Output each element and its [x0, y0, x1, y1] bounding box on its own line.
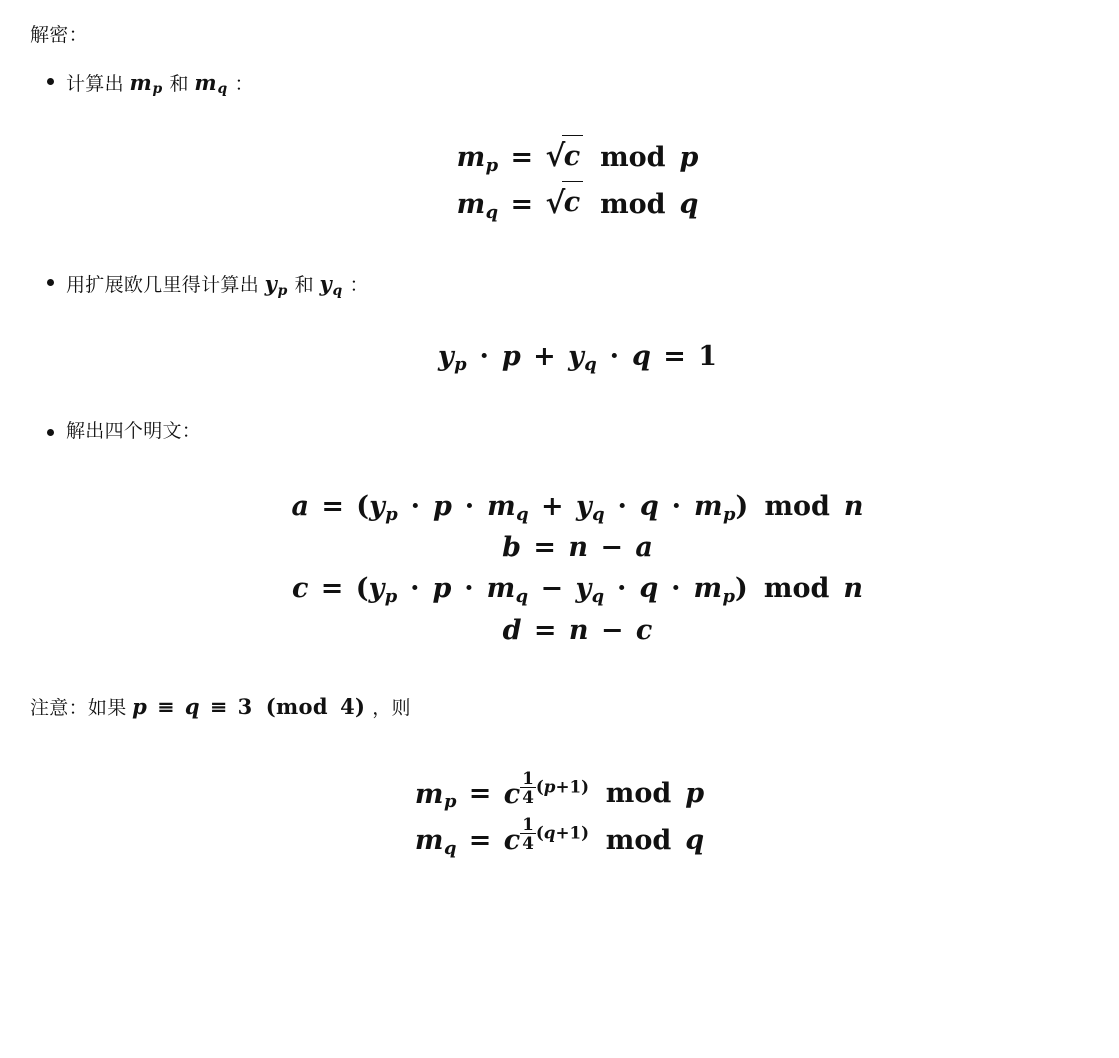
sym-four: 4 — [340, 694, 355, 720]
sym-rparen: ) — [581, 822, 590, 843]
sym-equals: = — [510, 142, 534, 174]
equation-mq-sqrt — [66, 181, 1089, 228]
sqrt-c — [545, 134, 586, 181]
sym-q: q — [543, 822, 556, 843]
sym-p-sub: p — [722, 585, 735, 607]
step-2-label-prefix: 用扩展欧几里得计算出 — [66, 274, 260, 296]
fraction-numerator: 1 — [522, 767, 534, 788]
equation-b — [66, 528, 1089, 569]
equation-block-3 — [66, 487, 1089, 651]
sym-q: q — [679, 189, 699, 221]
sym-cdot: · — [410, 490, 421, 522]
sym-mod: mod — [600, 189, 666, 221]
sym-rparen: ) — [581, 775, 590, 796]
sym-b: b — [502, 532, 522, 564]
sym-y: y — [368, 572, 385, 604]
sym-m: m — [129, 69, 153, 95]
sym-n: n — [568, 614, 589, 646]
sym-q: q — [639, 572, 659, 604]
sym-m: m — [487, 490, 516, 522]
sym-mod: mod — [605, 824, 672, 856]
sym-q-sub: q — [584, 353, 597, 375]
exponent-p — [520, 767, 590, 807]
step-item-3 — [30, 418, 1089, 651]
sym-plus: + — [540, 490, 564, 522]
sym-rparen: ) — [735, 490, 749, 522]
sym-p-sub: p — [384, 585, 398, 607]
sym-c: c — [563, 140, 581, 172]
sym-m: m — [693, 490, 723, 522]
sym-m: m — [456, 189, 486, 221]
radical-sign: √ — [545, 186, 566, 222]
fraction-numerator: 1 — [522, 813, 534, 834]
sym-y: y — [369, 490, 385, 522]
sym-one: 1 — [569, 775, 582, 796]
sym-q-sub: q — [485, 202, 499, 223]
sym-p-sub: p — [385, 503, 398, 525]
sym-y: y — [264, 270, 278, 296]
sym-q-sub: q — [443, 837, 457, 859]
sym-mod: mod — [764, 490, 830, 522]
sym-p: p — [679, 142, 699, 174]
sqrt-c — [545, 181, 586, 228]
sym-q-sub: q — [515, 585, 529, 607]
sym-m: m — [414, 778, 444, 810]
section-heading: 解密： — [30, 25, 88, 46]
sym-cdot: · — [609, 340, 620, 372]
sym-n: n — [843, 490, 864, 522]
sym-q-sub: q — [516, 503, 529, 525]
step-2-label-mid: 和 — [294, 274, 314, 296]
note-paragraph — [30, 691, 1089, 724]
equation-block-2 — [66, 336, 1089, 379]
sym-q-sub: q — [591, 585, 605, 607]
sym-mod: mod — [763, 572, 830, 604]
equation-bezout — [66, 336, 1089, 379]
sym-cdot: · — [617, 490, 627, 522]
equation-mp-power — [30, 767, 1089, 816]
sym-lparen: ( — [356, 490, 370, 522]
sym-q: q — [639, 490, 659, 522]
sym-q-sub: q — [332, 282, 343, 299]
sym-c: c — [563, 187, 581, 219]
sym-m: m — [414, 824, 444, 856]
sym-n: n — [843, 572, 864, 604]
step-1-label-suffix: ： — [234, 73, 254, 95]
sym-cdot: · — [464, 490, 475, 522]
step-item-2 — [30, 268, 1089, 378]
sym-p-sub: p — [152, 81, 163, 98]
sym-equals: = — [321, 490, 344, 522]
sym-lparen: ( — [265, 694, 277, 720]
sym-p: p — [501, 340, 521, 372]
sym-one: 1 — [569, 822, 582, 843]
sym-plus: + — [555, 775, 570, 796]
sym-minus: − — [600, 614, 624, 646]
exponent-q — [520, 813, 590, 853]
fraction-denominator: 4 — [522, 832, 534, 853]
sym-equals: = — [468, 824, 492, 856]
equation-c — [66, 569, 1089, 611]
radical-sign: √ — [545, 139, 566, 175]
sym-minus: − — [600, 532, 623, 564]
sym-equals: = — [663, 340, 686, 372]
sym-cdot: · — [464, 572, 474, 604]
sym-p: p — [132, 694, 148, 720]
equation-block-1 — [66, 134, 1089, 228]
sym-p-sub: p — [454, 353, 467, 375]
sym-c: c — [291, 572, 309, 604]
sym-equals: = — [320, 572, 344, 604]
sym-one: 1 — [698, 340, 718, 372]
sym-cdot: · — [479, 340, 489, 372]
sym-mod: mod — [605, 778, 672, 810]
sym-equals: = — [533, 532, 557, 564]
sym-y: y — [568, 340, 584, 372]
sym-p-sub: p — [485, 155, 499, 177]
sym-minus: − — [540, 572, 564, 604]
sym-m: m — [194, 69, 217, 95]
step-1-label-prefix: 计算出 — [66, 73, 124, 95]
sym-equals: = — [533, 614, 557, 646]
sym-plus: + — [555, 822, 570, 843]
sym-c: c — [503, 824, 521, 856]
sym-c: c — [635, 614, 653, 646]
equation-mp-sqrt — [66, 134, 1089, 181]
sym-lparen: ( — [535, 822, 544, 843]
sym-cdot: · — [617, 572, 627, 604]
sym-mod: mod — [600, 142, 666, 174]
step-1-label — [66, 69, 254, 98]
equation-mq-power — [30, 813, 1089, 862]
sym-plus: + — [533, 340, 556, 372]
sym-m: m — [486, 572, 516, 604]
sym-q: q — [631, 340, 651, 372]
sym-y: y — [575, 572, 592, 604]
sym-p-sub: p — [723, 503, 736, 525]
equation-d — [66, 611, 1089, 652]
sym-cdot: · — [671, 572, 681, 604]
sym-rparen: ) — [355, 694, 366, 720]
sym-mod: mod — [276, 694, 328, 720]
fraction-one-quarter — [520, 813, 536, 853]
steps-list — [30, 67, 1089, 652]
sym-q: q — [184, 694, 200, 720]
sym-d: d — [502, 614, 522, 646]
note-suffix: ，则 — [372, 698, 411, 720]
sym-p: p — [685, 778, 705, 810]
sym-equiv: ≡ — [157, 694, 175, 720]
sym-cdot: · — [410, 572, 420, 604]
sym-n: n — [568, 532, 589, 564]
sym-a: a — [635, 532, 653, 564]
sym-equals: = — [510, 189, 534, 221]
step-3-label: 解出四个明文： — [66, 421, 202, 443]
sym-p-sub: p — [443, 791, 457, 813]
sym-q-sub: q — [217, 81, 228, 98]
sym-m: m — [693, 572, 723, 604]
sym-q: q — [685, 824, 705, 856]
equation-block-4 — [30, 767, 1089, 863]
sym-cdot: · — [671, 490, 682, 522]
sym-p: p — [543, 775, 556, 796]
sym-lparen: ( — [355, 572, 369, 604]
fraction-denominator: 4 — [522, 786, 534, 807]
step-1-label-mid: 和 — [169, 73, 189, 95]
equation-a — [66, 487, 1089, 529]
note-prefix: 注意：如果 — [30, 698, 127, 720]
sym-m: m — [456, 142, 486, 174]
sym-q-sub: q — [592, 503, 605, 525]
sym-y: y — [319, 270, 333, 296]
sym-a: a — [291, 490, 309, 522]
step-2-label — [66, 270, 369, 299]
sym-y: y — [437, 340, 454, 372]
note-condition — [132, 695, 372, 719]
sym-y: y — [575, 490, 592, 522]
sym-lparen: ( — [535, 775, 544, 796]
step-2-label-suffix: ： — [349, 274, 369, 296]
sym-rparen: ) — [735, 572, 748, 604]
sym-equals: = — [468, 778, 492, 810]
sym-three: 3 — [237, 694, 253, 720]
sym-p-sub: p — [277, 282, 288, 299]
sym-p: p — [432, 572, 452, 604]
fraction-one-quarter — [520, 767, 536, 807]
step-item-1 — [30, 67, 1089, 228]
sym-equiv: ≡ — [209, 694, 228, 720]
sym-c: c — [503, 778, 521, 810]
sym-p: p — [432, 490, 452, 522]
